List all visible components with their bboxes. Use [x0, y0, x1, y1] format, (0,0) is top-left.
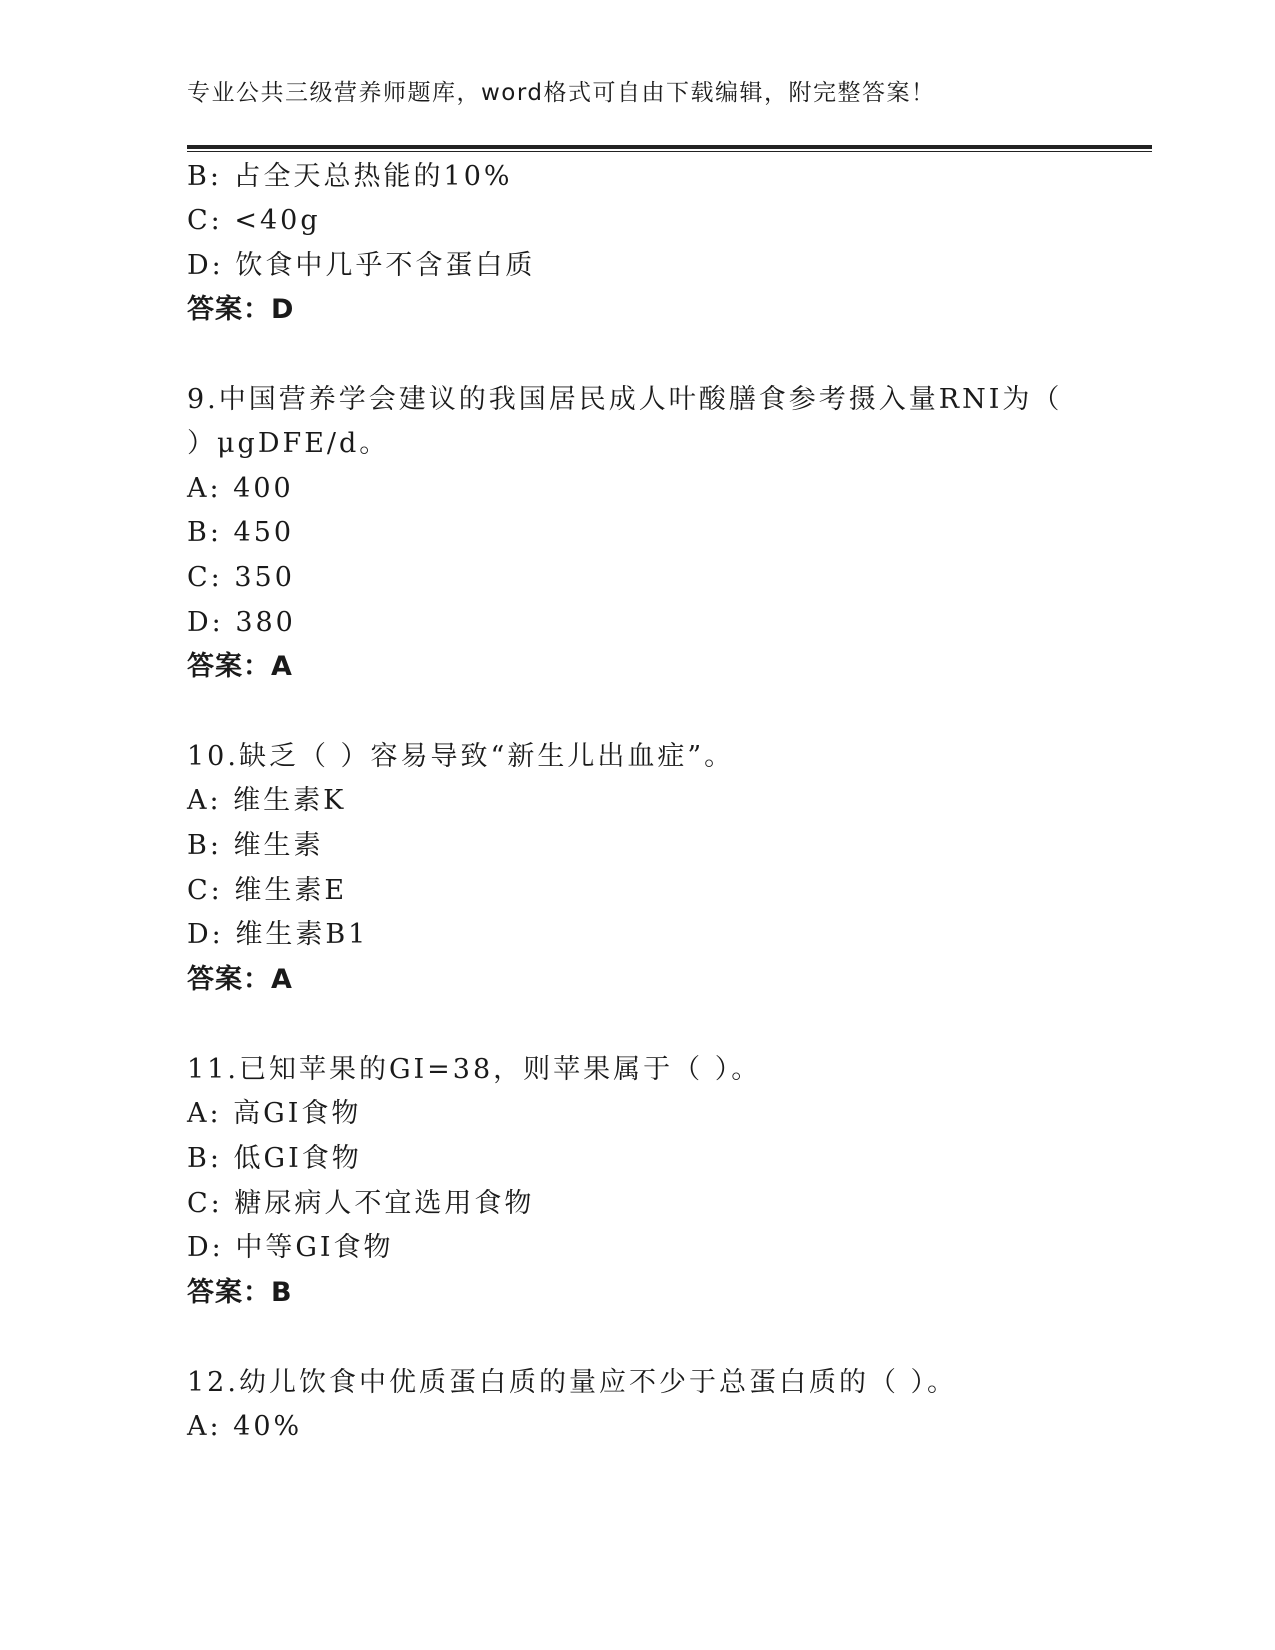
q11-option-a: A: 高GI食物 — [187, 1098, 362, 1129]
header-rule-thin — [187, 151, 1152, 152]
q9-answer: 答案：A — [187, 651, 293, 682]
q8-option-d: D: 饮食中几乎不含蛋白质 — [187, 250, 536, 281]
q8-option-b: B: 占全天总热能的10% — [187, 161, 513, 192]
q9-stem-line2: ）μgDFE/d。 — [187, 428, 390, 459]
q10-option-a: A: 维生素K — [187, 785, 347, 816]
q9-stem-line1: 9.中国营养学会建议的我国居民成人叶酸膳食参考摄入量RNI为（ — [187, 384, 1063, 415]
q9-option-c: C: 350 — [187, 562, 295, 593]
q11-option-b: B: 低GI食物 — [187, 1143, 362, 1174]
q9-option-a: A: 400 — [187, 473, 294, 504]
page-header: 专业公共三级营养师题库，word格式可自由下载编辑，附完整答案！ — [187, 80, 936, 106]
q12-option-a: A: 40% — [187, 1411, 303, 1442]
q11-option-c: C: 糖尿病人不宜选用食物 — [187, 1188, 535, 1219]
q11-answer: 答案：B — [187, 1277, 293, 1308]
q10-option-d: D: 维生素B1 — [187, 919, 369, 950]
q8-option-c: C: <40g — [187, 205, 321, 236]
q8-answer: 答案：D — [187, 294, 295, 325]
q9-option-b: B: 450 — [187, 517, 295, 548]
q11-option-d: D: 中等GI食物 — [187, 1232, 394, 1263]
header-rule-thick — [187, 145, 1152, 149]
q10-option-b: B: 维生素 — [187, 830, 324, 861]
q10-stem: 10.缺乏（ ）容易导致“新生儿出血症”。 — [187, 741, 735, 772]
q9-option-d: D: 380 — [187, 607, 296, 638]
q11-stem: 11.已知苹果的GI=38，则苹果属于（ ）。 — [187, 1054, 762, 1085]
q10-option-c: C: 维生素E — [187, 875, 348, 906]
q10-answer: 答案：A — [187, 964, 293, 995]
q12-stem: 12.幼儿饮食中优质蛋白质的量应不少于总蛋白质的（ ）。 — [187, 1367, 958, 1398]
